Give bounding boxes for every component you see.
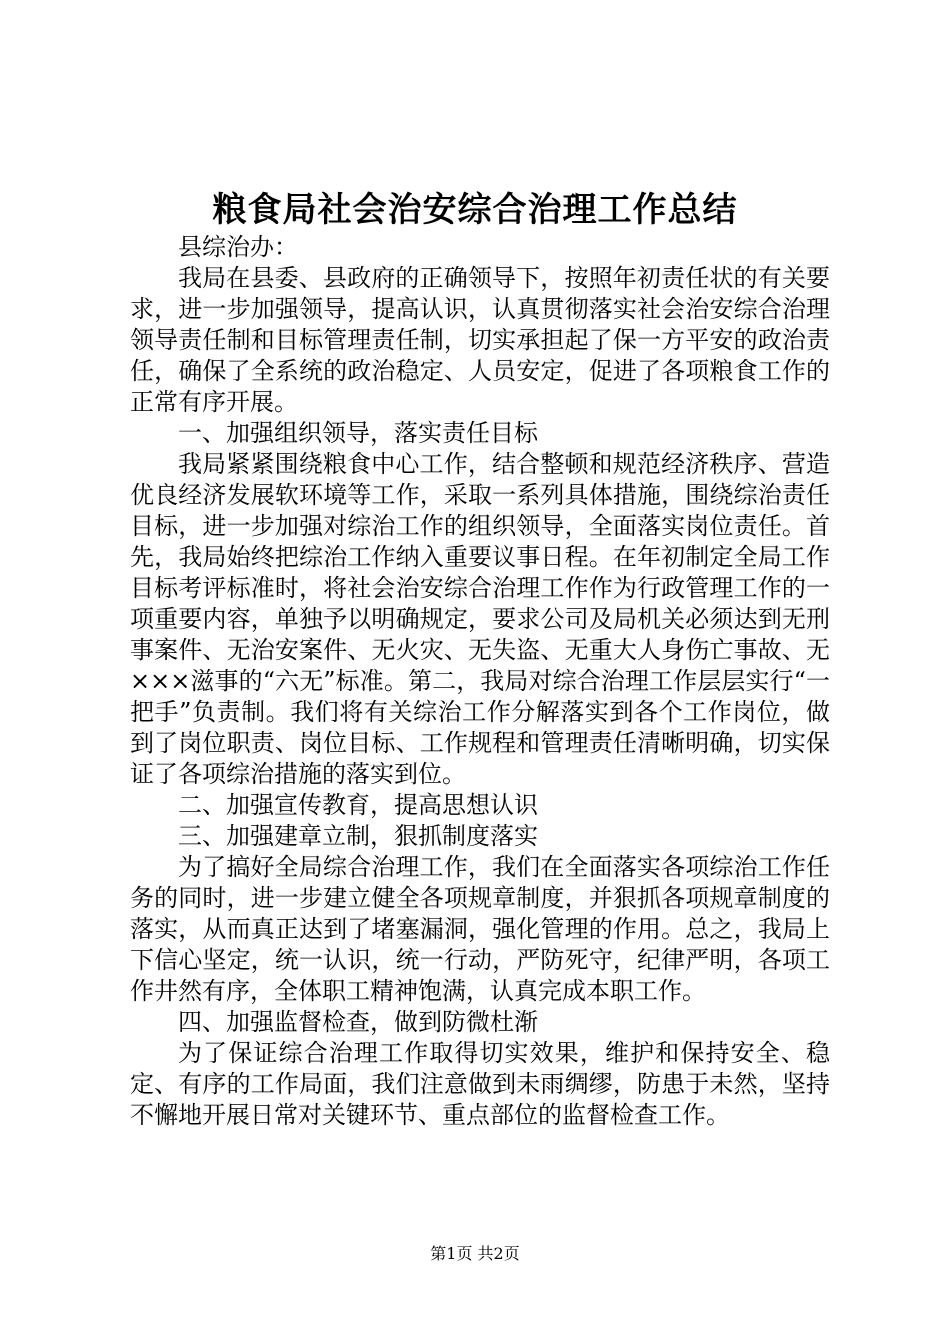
- page-number-footer: 第1页 共2页: [430, 1244, 520, 1263]
- document-body: [130, 232, 830, 1131]
- paragraph-section-4: 为了保证综合治理工作取得切实效果，维护和保持安全、稳定、有序的工作局面，我们注意做到未雨绸缪，防患于未然，坚持不懈地开展日常对关键环节、重点部位的监督检查工作。: [130, 1039, 830, 1129]
- salutation: 县综治办：: [178, 233, 298, 261]
- document-title: 粮食局社会治安综合治理工作总结: [212, 190, 738, 230]
- section-heading-1: 一、加强组织领导，落实责任目标: [178, 419, 538, 447]
- paragraph-section-1: 我局紧紧围绕粮食中心工作，结合整顿和规范经济秩序、营造优良经济发展软环境等工作，采取一系列具体措施，围绕综治责任目标，进一步加强对综治工作的组织领导，全面落实岗位责任。首先，我局始终把综治工作纳入重要议事日程。在年初制定全局工作目标考评标准时，将社会治安综合治理工作作为行政管理工作的一项重要内容，单独予以明确规定，要求公司及局机关必须达到无刑事案件、无治安案件、无火灾、无失盗、无重大人身伤亡事故、无×××滋事的“六无”标准。第二，我局对综合治理工作层层实行“一把手”负责制。我们将有关综治工作分解落实到各个工作岗位，做到了岗位职责、岗位目标、工作规程和管理责任清晰明确，切实保证了各项综治措施的落实到位。: [130, 450, 830, 788]
- section-heading-2: 二、加强宣传教育，提高思想认识: [178, 791, 538, 819]
- section-heading-4: 四、加强监督检查，做到防微杜渐: [178, 1008, 538, 1036]
- section-heading-3: 三、加强建章立制，狠抓制度落实: [178, 822, 538, 850]
- paragraph-section-3: 为了搞好全局综合治理工作，我们在全面落实各项综治工作任务的同时，进一步建立健全各项规章制度，并狠抓各项规章制度的落实，从而真正达到了堵塞漏洞，强化管理的作用。总之，我局上下信心坚定，统一认识，统一行动，严防死守，纪律严明，各项工作井然有序，全体职工精神饱满，认真完成本职工作。: [130, 853, 830, 1005]
- paragraph-intro: 我局在县委、县政府的正确领导下，按照年初责任状的有关要求，进一步加强领导，提高认识，认真贯彻落实社会治安综合治理领导责任制和目标管理责任制，切实承担起了保一方平安的政治责任，确保了全系统的政治稳定、人员安定，促进了各项粮食工作的正常有序开展。: [130, 264, 830, 416]
